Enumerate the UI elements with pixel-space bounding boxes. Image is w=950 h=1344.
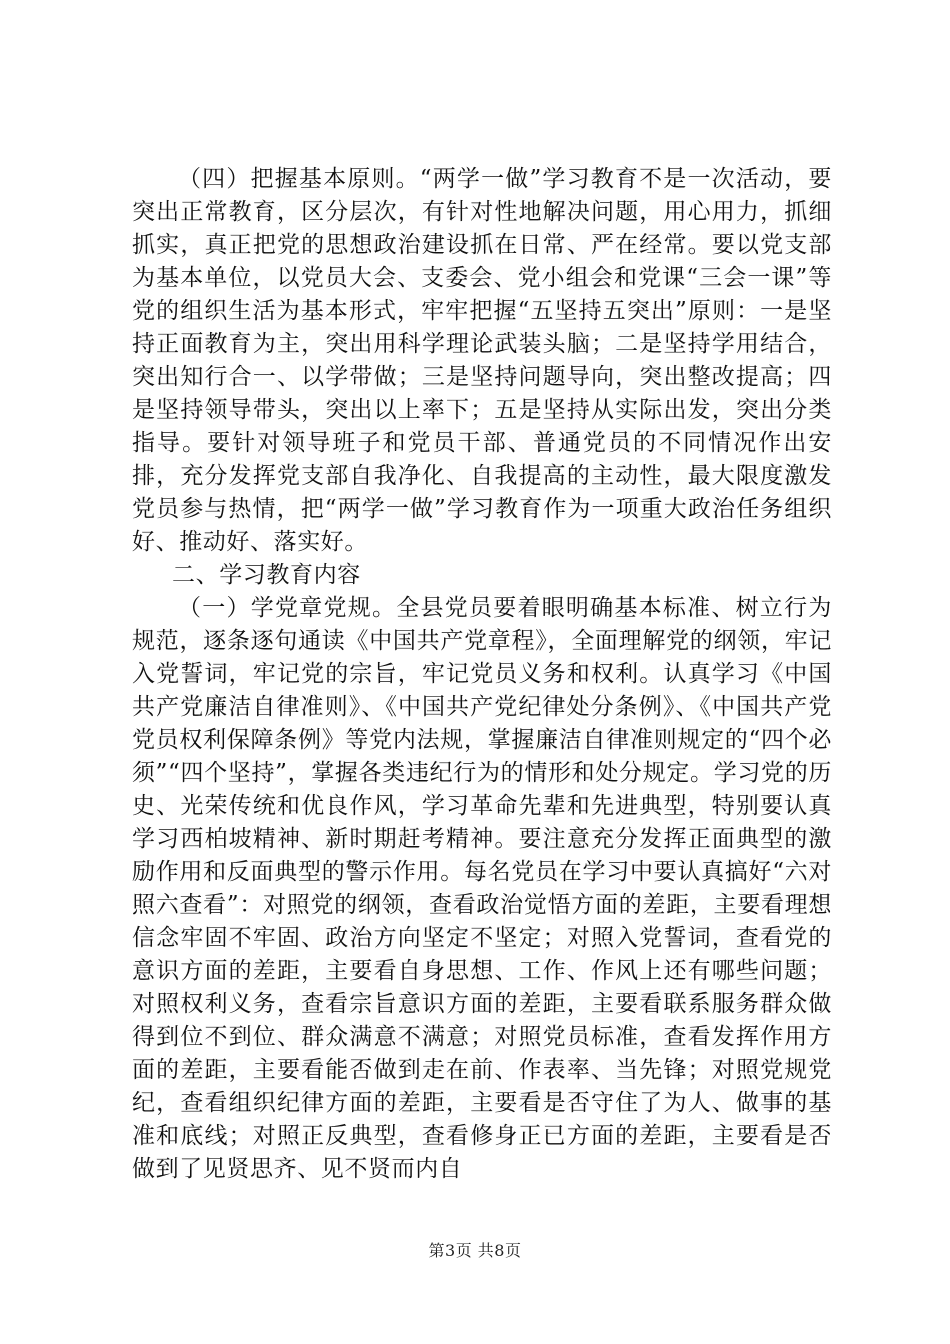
document-body (132, 163, 832, 1186)
section-heading-content: 二、学习教育内容 (172, 562, 361, 588)
paragraph-party-rules: （一）学党章党规。全县党员要着眼明确基本标准、树立行为规范，逐条逐句通读《中国共产党章程》，全面理解党的纲领，牢记入党誓词，牢记党的宗旨，牢记党员义务和权利。认真学习《中国共产党廉洁自律准则》、《中国共产党纪律处分条例》、《中国共产党党员权利保障条例》等党内法规，掌握廉洁自律准则规定的“四个必须”“四个坚持”，掌握各类违纪行为的情形和处分规定。学习党的历史、光荣传统和优良作风，学习革命先辈和先进典型，特别要认真学习西柏坡精神、新时期赶考精神。要注意充分发挥正面典型的激励作用和反面典型的警示作用。每名党员在学习中要认真搞好“六对照六查看”：对照党的纲领，查看政治觉悟方面的差距，主要看理想信念牢固不牢固、政治方向坚定不坚定；对照入党誓词，查看党的意识方面的差距，主要看自身思想、工作、作风上还有哪些问题；对照权利义务，查看宗旨意识方面的差距，主要看联系服务群众做得到位不到位、群众满意不满意；对照党员标准，查看发挥作用方面的差距，主要看能否做到走在前、作表率、当先锋；对照党规党纪，查看组织纪律方面的差距，主要看是否守住了为人、做事的基准和底线；对照正反典型，查看修身正已方面的差距，主要看是否做到了见贤思齐、见不贤而内自 (132, 595, 832, 1182)
paragraph-principles: （四）把握基本原则。“两学一做”学习教育不是一次活动，要突出正常教育，区分层次，有针对性地解决问题，用心用力，抓细抓实，真正把党的思想政治建设抓在日常、严在经常。要以党支部为基本单位，以党员大会、支委会、党小组会和党课“三会一课”等党的组织生活为基本形式，牢牢把握“五坚持五突出”原则：一是坚持正面教育为主，突出用科学理论武装头脑；二是坚持学用结合，突出知行合一、以学带做；三是坚持问题导向，突出整改提高；四是坚持领导带头，突出以上率下；五是坚持从实际出发，突出分类指导。要针对领导班子和党员干部、普通党员的不同情况作出安排，充分发挥党支部自我净化、自我提高的主动性，最大限度激发党员参与热情，把“两学一做”学习教育作为一项重大政治任务组织好、推动好、落实好。 (132, 166, 832, 555)
page-number-footer: 第3页 共8页 (428, 1241, 522, 1260)
